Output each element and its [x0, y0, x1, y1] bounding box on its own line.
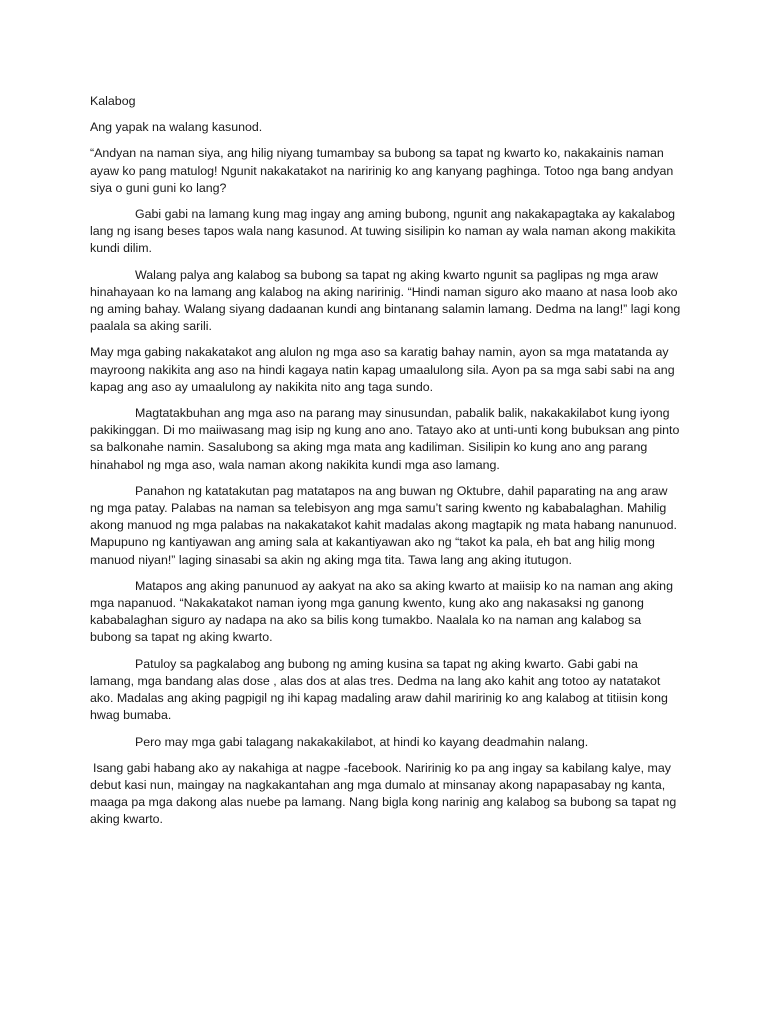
paragraph: May mga gabing nakakatakot ang alulon ng mga aso sa karatig bahay namin, ayon sa mga matatanda ay mayroong nakikita ang aso na hindi kagaya natin kapag umaalulong sila. Ayon pa sa mga sabi sabi na ang kapag ang aso ay umaalulong ay nakikita nito ang taga sundo. [90, 345, 675, 394]
paragraph: Walang palya ang kalabog sa bubong sa tapat ng aking kwarto ngunit sa paglipas ng mga araw hinahayaan ko na lamang ang kalabog na aking naririnig. “Hindi naman siguro ako maano at nasa loob ako ng aming bahay. Walang siyang dadaanan kundi ang bintanang salamin lamang. Dedma na lang!” lagi kong paalala sa aking sarili. [90, 267, 681, 334]
paragraph: Isang gabi habang ako ay nakahiga at nagpe -facebook. Naririnig ko pa ang ingay sa kabilang kalye, may debut kasi nun, maingay na nagkakantahan ang mga dumalo at minsanay akong napapasabay ng kanta, maaga pa mga dakong alas nuebe pa lamang. Nang bigla kong narinig ang kalabog sa bubong sa tapat ng aking kwarto. [90, 760, 677, 827]
document-title: Kalabog [90, 94, 136, 108]
paragraph: Panahon ng katatakutan pag matatapos na ang buwan ng Oktubre, dahil paparating na ang araw ng mga patay. Palabas na naman sa telebisyon ang mga samu’t saring kwento ng kababalaghan. Mahilig akong manuod ng mga palabas na nakakatakot kahit madalas akong magtapik ng mata habang nanunuod. Mapupuno ng kantiyawan ang aming sala at kakantiyawan ako ng “takot ka pala, eh bat ang hilig mong manuod niyan!” laging sinasabi sa akin ng aking mga tita. Tawa lang ang aking itutugon. [90, 483, 677, 567]
paragraph: Matapos ang aking panunuod ay aakyat na ako sa aking kwarto at maiisip ko na naman ang aking mga napanuod. “Nakakatakot naman iyong mga ganung kwento, kung ako ang nakasaksi ng ganong kababalaghan siguro ay nadapa na ako sa bilis kong tumakbo. Naalala ko na naman ang kalabog sa bubong sa tapat ng aking kwarto. [90, 578, 673, 645]
paragraph: Gabi gabi na lamang kung mag ingay ang aming bubong, ngunit ang nakakapagtaka ay kakalabog lang ng isang beses tapos wala nang kasunod. At tuwing sisilipin ko naman ay wala naman akong makikita kundi dilim. [90, 207, 676, 256]
paragraph: “Andyan na naman siya, ang hilig niyang tumambay sa bubong sa tapat ng kwarto ko, nakakainis naman ayaw ko pang matulog! Ngunit nakakatakot na naririnig ko ang kanyang paghinga. Totoo nga bang andyan siya o guni guni ko lang? [90, 146, 674, 195]
document-body [90, 93, 682, 838]
paragraph: Magtatakbuhan ang mga aso na parang may sinusundan, pabalik balik, nakakakilabot kung iyong pakikinggan. Di mo maiiwasang mag isip ng kung ano ano. Tatayo ako at unti-unti kong bubuksan ang pinto sa balkonahe namin. Sasalubong sa aking mga mata ang kadiliman. Sisilipin ko kung ano ang parang hinahabol ng mga aso, wala naman akong nakikita kundi mga aso lamang. [90, 406, 680, 472]
paragraph: Pero may mga gabi talagang nakakakilabot, at hindi ko kayang deadmahin nalang. [135, 734, 589, 749]
paragraph: Patuloy sa pagkalabog ang bubong ng aming kusina sa tapat ng aking kwarto. Gabi gabi na lamang, mga bandang alas dose , alas dos at alas tres. Dedma na lang ako kahit ang totoo ay natatakot ako. Madalas ang aking pagpigil ng ihi kapag madaling araw dahil maririnig ko ang kalabog at titiisin kong hwag bumaba. [90, 656, 668, 723]
paragraph: Ang yapak na walang kasunod. [90, 120, 263, 135]
